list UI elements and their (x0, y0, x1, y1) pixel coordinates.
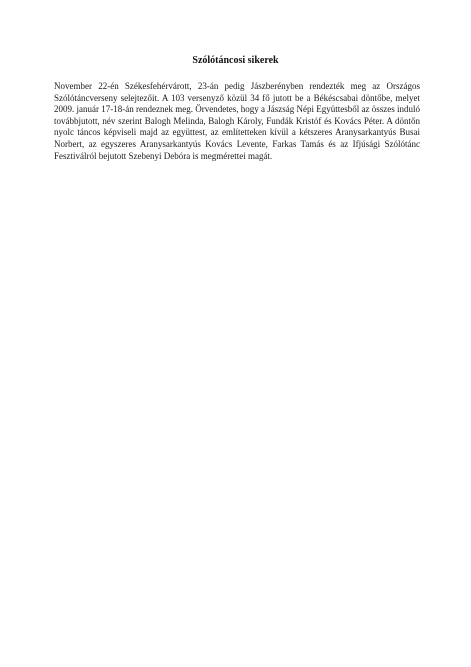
document-paragraph: November 22-én Székesfehérvárott, 23-án pedig Jászberényben rendezték meg az Országos Szólótáncverseny selejtezőit. A 103 versenyző közül 34 fő jutott be a Békéscsabai döntőbe, melyet 2009. január 17-18-án rendeznek meg. Örvendetes, hogy a Jászság Népi Együttesből az összes induló továbbjutott, név szerint Balogh Melinda, Balogh Károly, Fundák Kristóf és Kovács Péter. A döntőn nyolc táncos képviseli majd az együttest, az említetteken kívül a kétszeres Aranysarkantyús Busai Norbert, az egyszeres Aranysarkantyús Kovács Levente, Farkas Tamás és az Ifjúsági Szólótánc Fesztiválról bejutott Szebenyi Debóra is megmérettei magát. (54, 81, 420, 161)
document-title: Szólótáncosi sikerek (192, 55, 279, 66)
